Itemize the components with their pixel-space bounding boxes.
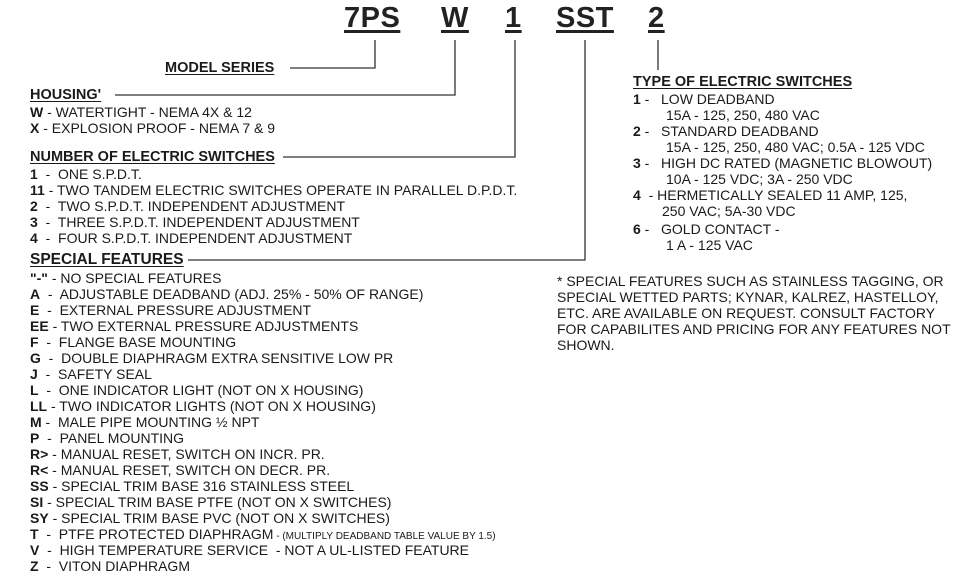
list-item: 2 - STANDARD DEADBAND [633, 123, 819, 139]
housing-list [30, 104, 275, 136]
series-connector [290, 40, 375, 68]
special-features-footnote: * SPECIAL FEATURES SUCH AS STAINLESS TAGGING, OR SPECIAL WETTED PARTS; KYNAR, KALREZ, HASTELLOY, ETC. ARE AVAILABLE ON REQUEST. CONSULT FACTORY FOR CAPABILITES AND PRICING FOR ANY FEATURES NOT SHOWN. [557, 273, 951, 353]
list-item: L - ONE INDICATOR LIGHT (NOT ON X HOUSING) [30, 382, 364, 398]
switch-types-title: TYPE OF ELECTRIC SWITCHES [633, 74, 853, 90]
list-item: P - PANEL MOUNTING [30, 430, 185, 446]
list-item: Z - VITON DIAPHRAGM [30, 558, 190, 574]
list-item: 1 - LOW DEADBAND [633, 91, 775, 107]
model-code-features: SST [556, 2, 614, 34]
switches-connector [283, 40, 515, 157]
list-item: LL - TWO INDICATOR LIGHTS (NOT ON X HOUSING) [30, 398, 376, 414]
list-item: X - EXPLOSION PROOF - NEMA 7 & 9 [30, 120, 276, 136]
list-item: F - FLANGE BASE MOUNTING [30, 334, 237, 350]
list-item: J - SAFETY SEAL [30, 366, 152, 382]
list-item: 2 - TWO S.P.D.T. INDEPENDENT ADJUSTMENT [30, 198, 346, 214]
list-item: 4 - FOUR S.P.D.T. INDEPENDENT ADJUSTMENT [30, 230, 353, 246]
list-item: "-" - NO SPECIAL FEATURES [30, 270, 222, 286]
model-series-label: MODEL SERIES [165, 60, 275, 76]
list-item-detail: 250 VAC; 5A-30 VDC [662, 203, 796, 219]
list-item: 1 - ONE S.P.D.T. [30, 166, 142, 182]
list-item-detail: 15A - 125, 250, 480 VAC; 0.5A - 125 VDC [666, 139, 925, 155]
list-item: SI - SPECIAL TRIM BASE PTFE (NOT ON X SWITCHES) [30, 494, 392, 510]
model-code-switches: 1 [505, 2, 522, 34]
switch-types-list [633, 91, 932, 253]
list-item: G - DOUBLE DIAPHRAGM EXTRA SENSITIVE LOW PR [30, 350, 394, 366]
list-item: R< - MANUAL RESET, SWITCH ON DECR. PR. [30, 462, 331, 478]
special-features-title: SPECIAL FEATURES [30, 251, 184, 268]
list-item: 3 - HIGH DC RATED (MAGNETIC BLOWOUT) [633, 155, 933, 171]
list-item: 3 - THREE S.P.D.T. INDEPENDENT ADJUSTMENT [30, 214, 360, 230]
housing-title: HOUSING' [30, 87, 102, 103]
model-code-series: 7PS [344, 2, 401, 34]
list-item-detail: 1 A - 125 VAC [666, 237, 753, 253]
switch-count-title: NUMBER OF ELECTRIC SWITCHES [30, 149, 275, 165]
list-item-detail: 10A - 125 VDC; 3A - 250 VDC [666, 171, 853, 187]
list-item: E - EXTERNAL PRESSURE ADJUSTMENT [30, 302, 312, 318]
list-item: V - HIGH TEMPERATURE SERVICE - NOT A UL-LISTED FEATURE [30, 542, 470, 558]
footnote-small-text: - (MULTIPLY DEADBAND TABLE VALUE BY 1.5) [273, 531, 496, 542]
list-item: W - WATERTIGHT - NEMA 4X & 12 [30, 104, 252, 120]
list-item: 4 - HERMETICALLY SEALED 11 AMP, 125, [633, 187, 908, 203]
list-item: R> - MANUAL RESET, SWITCH ON INCR. PR. [30, 446, 325, 462]
model-code-type: 2 [648, 2, 665, 34]
switch-count-list [30, 166, 517, 246]
list-item: SS - SPECIAL TRIM BASE 316 STAINLESS STEEL [30, 478, 355, 494]
list-item: EE - TWO EXTERNAL PRESSURE ADJUSTMENTS [30, 318, 359, 334]
list-item: 11 - TWO TANDEM ELECTRIC SWITCHES OPERATE IN PARALLEL D.P.D.T. [30, 182, 518, 198]
list-item: A - ADJUSTABLE DEADBAND (ADJ. 25% - 50% OF RANGE) [30, 286, 424, 302]
list-item: 6 - GOLD CONTACT - [633, 221, 780, 237]
list-item-detail: 15A - 125, 250, 480 VAC [666, 107, 820, 123]
list-item: T - PTFE PROTECTED DIAPHRAGM - (MULTIPLY DEADBAND TABLE VALUE BY 1.5) [30, 526, 496, 542]
list-item: SY - SPECIAL TRIM BASE PVC (NOT ON X SWITCHES) [30, 510, 390, 526]
list-item: M - MALE PIPE MOUNTING ½ NPT [30, 414, 260, 430]
special-features-list [30, 270, 496, 574]
model-code-housing: W [441, 2, 469, 34]
